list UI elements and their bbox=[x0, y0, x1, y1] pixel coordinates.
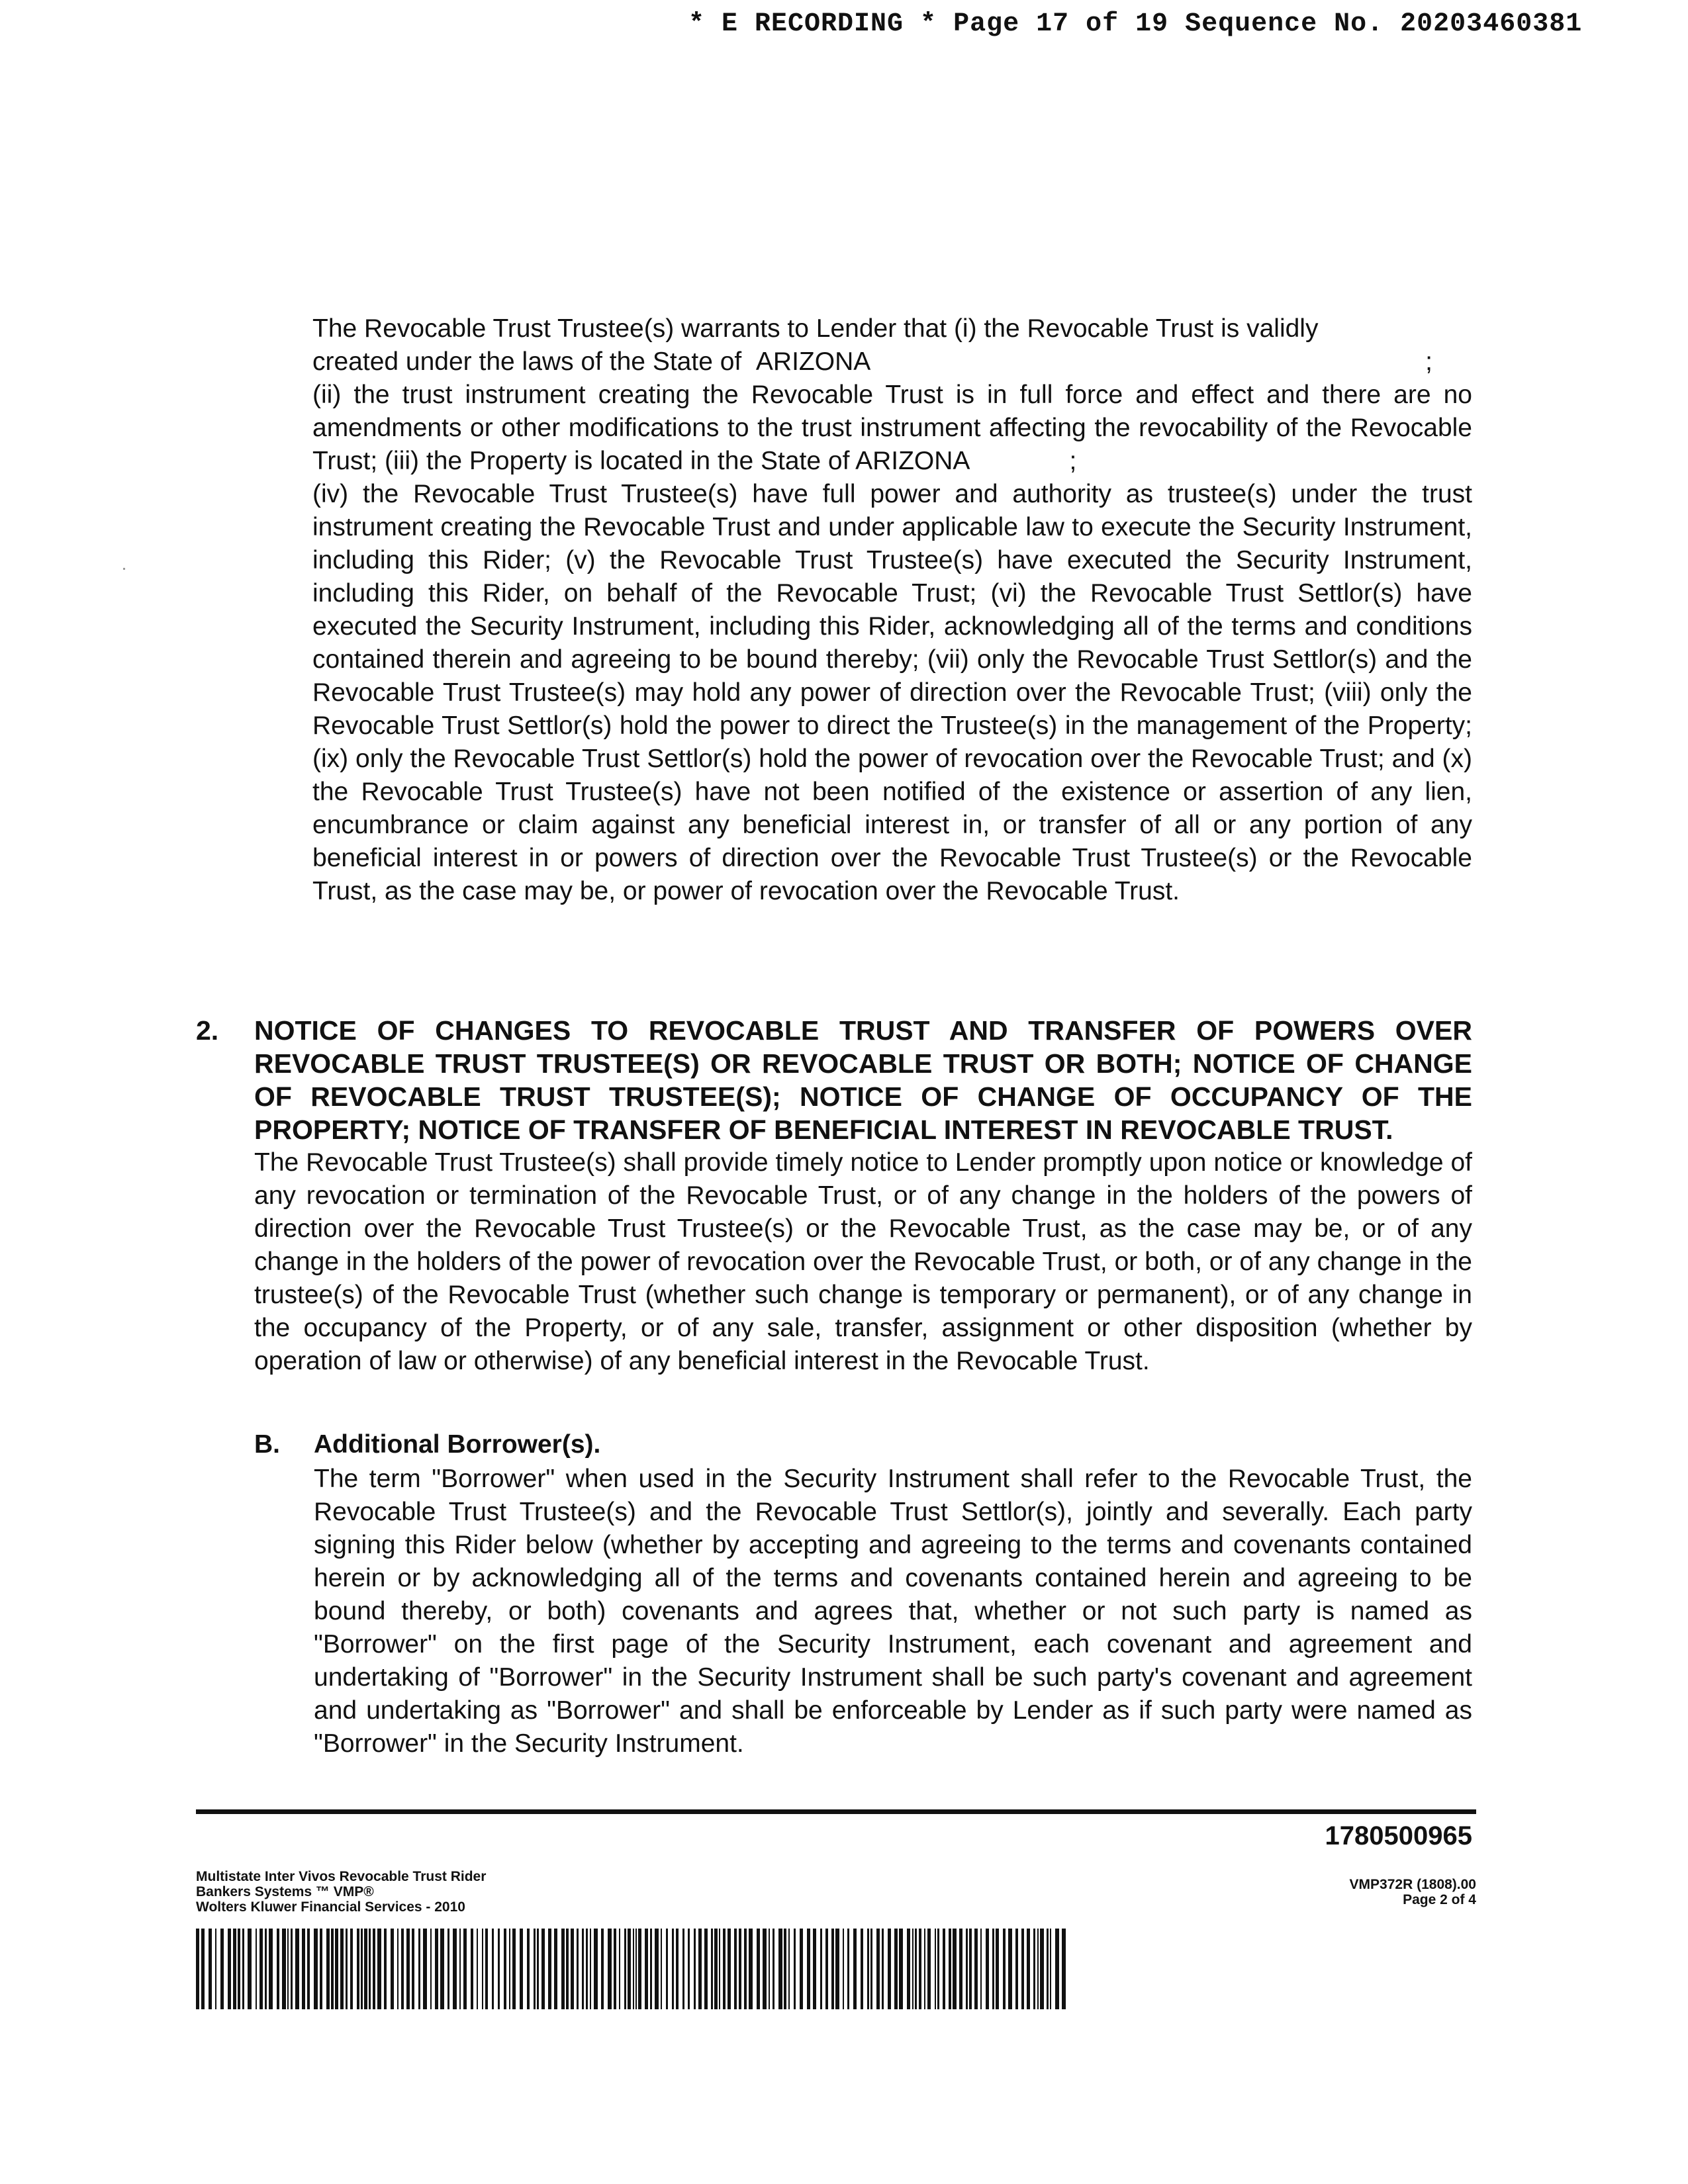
created-under-text: created under the laws of the State of bbox=[312, 347, 742, 376]
warranty-middle: (ii) the trust instrument creating the Revocable Trust is in full force and effect and there are no amendments or other modifications to the trust instrument affecting the revocability of the Revocable Trust; (iii) the Property is located in the State of bbox=[312, 381, 1472, 475]
warranty-line-1: The Revocable Trust Trustee(s) warrants to Lender that (i) the Revocable Trust is validly bbox=[312, 314, 1319, 343]
publisher-line: Bankers Systems ™ VMP® bbox=[196, 1884, 374, 1899]
state-created-value: ARIZONA bbox=[755, 347, 871, 376]
footer-rule bbox=[196, 1809, 1476, 1814]
borrower-paragraph: The term "Borrower" when used in the Security Instrument shall refer to the Revocable Trust, the Revocable Trust Trustee(s) and the Revocable Trust Settlor(s), jointly and severally. Each party signing this Rider below (whether by accepting and agreeing to the terms and covenants contained herein or by acknowledging all of the terms and covenants contained herein and agreeing to be bound thereby, or both) covenants and agrees that, whether or not such party is named as "Borrower" on the first page of the Security Instrument, each covenant and agreement and undertaking of "Borrower" in the Security Instrument shall be such party's covenant and agreement and undertaking as "Borrower" and shall be enforceable by Lender as if such party were named as "Borrower" in the Security Instrument. bbox=[314, 1465, 1472, 1758]
section-number: 2. bbox=[196, 1015, 219, 1046]
state-located-value: ARIZONA bbox=[855, 447, 970, 475]
warranty-middle-text bbox=[312, 379, 1472, 478]
notice-paragraph: The Revocable Trust Trustee(s) shall provide timely notice to Lender promptly upon notice or knowledge of any revocation or termination of the Revocable Trust, or of any change in the holders of the powers of direction over the Revocable Trust Trustee(s) or the Revocable Trust, as the case may be, or of any change in the holders of the power of revocation over the Revocable Trust, or both, or of any change in the trustee(s) of the Revocable Trust (whether such change is temporary or permanent), or of any change in the occupancy of the Property, or of any sale, transfer, assignment or other disposition (whether by operation of law or otherwise) of any beneficial interest in the Revocable Trust. bbox=[254, 1148, 1472, 1375]
form-title: Multistate Inter Vivos Revocable Trust Rider bbox=[196, 1869, 487, 1884]
scan-speck bbox=[123, 568, 125, 570]
warranty-paragraph bbox=[312, 312, 1472, 908]
form-info bbox=[196, 1869, 486, 1915]
copyright-line: Wolters Kluwer Financial Services - 2010 bbox=[196, 1899, 465, 1915]
semicolon: ; bbox=[1069, 447, 1077, 475]
warranty-remainder: (iv) the Revocable Trust Trustee(s) have full power and authority as trustee(s) under the trust instrument creating the Revocable Trust and under applicable law to execute the Security Instrument, including this Rider; (v) the Revocable Trust Trustee(s) have executed the Security Instrument, including this Rider, on behalf of the Revocable Trust; (vi) the Revocable Trust Settlor(s) have executed the Security Instrument, including this Rider, acknowledging all of the terms and conditions contained therein and agreeing to be bound thereby; (vii) only the Revocable Trust Settlor(s) and the Revocable Trust Trustee(s) may hold any power of direction over the Revocable Trust; (viii) only the Revocable Trust Settlor(s) hold the power to direct the Trustee(s) in the management of the Property; (ix) only the Revocable Trust Settlor(s) hold the power of revocation over the Revocable Trust; and (x) the Revocable Trust Trustee(s) have not been notified of the existence or assertion of any lien, encumbrance or claim against any beneficial interest in, or transfer of all or any portion of any beneficial interest in or powers of direction over the Revocable Trust Trustee(s) or the Revocable Trust, as the case may be, or power of revocation over the Revocable Trust. bbox=[312, 480, 1472, 905]
barcode-icon bbox=[196, 1929, 1071, 2009]
form-code: VMP372R (1808).00 bbox=[1349, 1877, 1476, 1892]
loan-number: 1780500965 bbox=[1325, 1821, 1472, 1850]
subsection-letter: B. bbox=[254, 1430, 280, 1459]
subsection-title: Additional Borrower(s). bbox=[314, 1430, 601, 1459]
section-heading: NOTICE OF CHANGES TO REVOCABLE TRUST AND TRANSFER OF POWERS OVER REVOCABLE TRUST TRUSTEE(S) OR REVOCABLE TRUST OR BOTH; NOTICE OF CHANGE OF REVOCABLE TRUST TRUSTEE(S); NOTICE OF CHANGE OF OCCUPANCY OF THE PROPERTY; NOTICE OF TRANSFER OF BENEFICIAL INTEREST IN REVOCABLE TRUST. bbox=[254, 1015, 1472, 1145]
state-created-line bbox=[312, 345, 1472, 379]
recording-header: * E RECORDING * Page 17 of 19 Sequence No. 20203460381 bbox=[688, 9, 1583, 39]
semicolon: ; bbox=[1425, 347, 1432, 376]
form-code-block bbox=[1205, 1877, 1476, 1907]
page-label: Page 2 of 4 bbox=[1403, 1892, 1476, 1907]
